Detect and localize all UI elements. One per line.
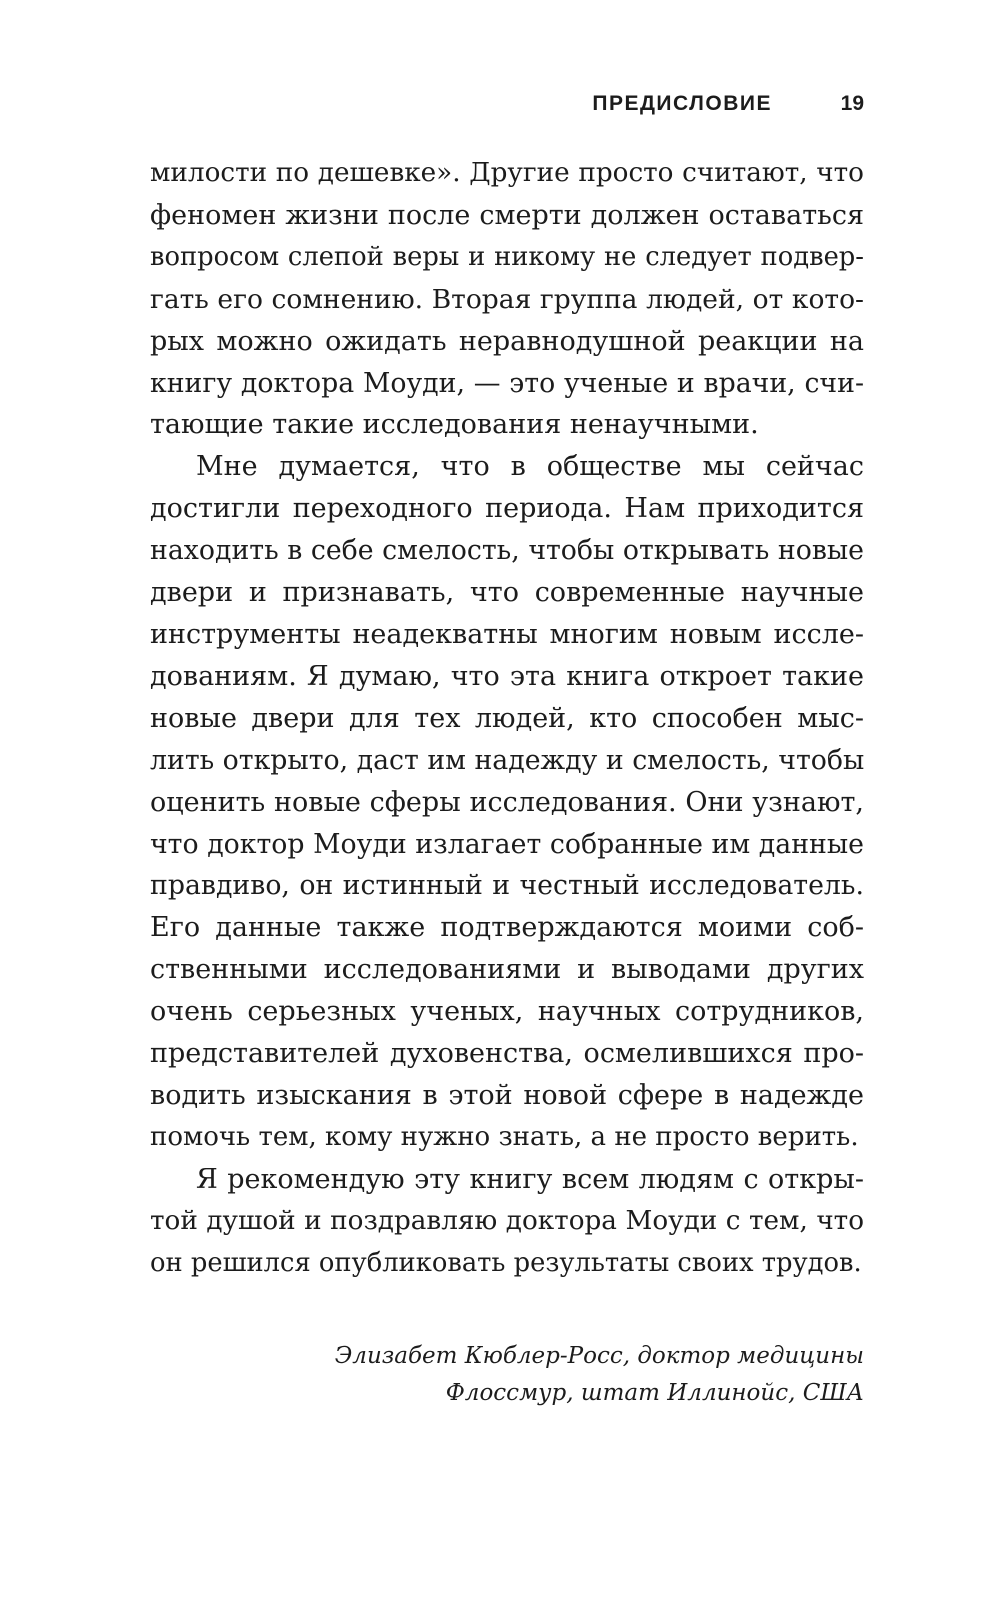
text-line: водить изыскания в этой новой сфере в надежде [150,1079,864,1111]
text-line: ственными исследованиями и выводами других [150,954,864,986]
text-line: он решился опубликовать результаты своих трудов. [150,1247,862,1278]
paragraph-1 [150,153,864,446]
paragraph-2 [150,446,864,1158]
text-line: правдиво, он истинный и честный исследователь. [150,870,864,902]
text-line: милости по дешевке». Другие просто считают, что [150,158,864,188]
text-line: Я рекомендую эту книгу всем людям с откры- [196,1163,864,1195]
signature-author: Элизабет Кюблер-Росс, доктор медицины [334,1343,864,1369]
text-line: инструменты неадекватны многим новым иссле- [150,618,864,650]
text-line: книгу доктора Моуди, — это ученые и врачи, счи- [150,367,864,399]
text-line: лить открыто, даст им надежду и смелость, чтобы [150,744,865,776]
running-header [150,86,864,120]
body-text [150,153,864,1284]
text-line: вопросом слепой веры и никому не следует подвер- [150,241,864,272]
text-line: что доктор Моуди излагает собранные им данные [150,828,864,860]
text-line: помочь тем, кому нужно знать, а не просто верить. [150,1121,859,1152]
paragraph-3 [150,1159,864,1285]
text-line: оценить новые сферы исследования. Они узнают, [150,786,864,818]
text-line: двери и признавать, что современные научные [150,577,864,609]
text-line: дованиям. Я думаю, что эта книга откроет такие [150,660,864,692]
text-line: тающие такие исследования ненаучными. [150,409,759,441]
text-line: Мне думается, что в обществе мы сейчас [196,451,864,483]
text-line: новые двери для тех людей, кто способен мыс- [150,702,864,734]
text-line: гать его сомнению. Вторая группа людей, от кото- [150,283,864,315]
signature-location: Флоссмур, штат Иллинойс, США [445,1380,864,1406]
text-line: Его данные также подтверждаются моими соб- [150,912,864,944]
text-line: достигли переходного периода. Нам приходится [150,493,864,525]
text-line: рых можно ожидать неравнодушной реакции на [150,325,864,357]
signature-block [335,1338,864,1412]
section-title: ПРЕДИСЛОВИЕ [592,92,772,115]
text-line: очень серьезных ученых, научных сотрудников, [150,996,864,1028]
text-line: представителей духовенства, осмелившихся про- [150,1038,864,1070]
page-number: 19 [840,92,864,115]
text-line: феномен жизни после смерти должен оставаться [150,199,864,231]
text-line: находить в себе смелость, чтобы открывать новые [150,535,864,567]
text-line: той душой и поздравляю доктора Моуди с тем, что [150,1205,864,1236]
